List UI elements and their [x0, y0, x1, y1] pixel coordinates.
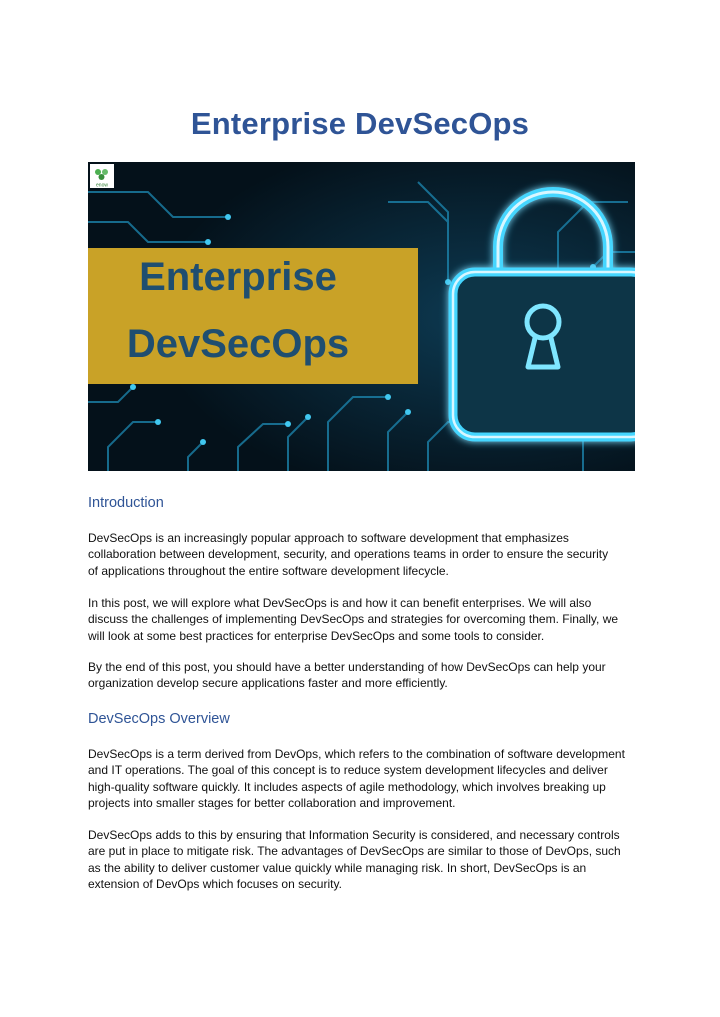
paragraph: DevSecOps adds to this by ensuring that Information Security is considered, and necessary controls are put in place to mitigate risk. The advantages of DevSecOps are similar to those of DevOps, such as the ability to deliver customer value quickly while managing risk. In short, DevSecOps is an extension of DevOps which focuses on security. [88, 828, 621, 892]
hero-image [88, 162, 635, 471]
hero-banner-line1: Enterprise [139, 255, 337, 299]
section-heading-introduction: Introduction [88, 495, 164, 511]
section-heading-overview: DevSecOps Overview [88, 711, 230, 727]
hero-illustration [88, 162, 635, 471]
paragraph: DevSecOps is an increasingly popular approach to software development that emphasizes collaboration between development, security, and operations teams in order to ensure the security of applications throughout the entire software development lifecycle. [88, 531, 609, 578]
paragraph: By the end of this post, you should have a better understanding of how DevSecOps can help your organization develop secure applications faster and more efficiently. [88, 660, 606, 691]
logo-text: enow [96, 182, 108, 189]
paragraph: In this post, we will explore what DevSecOps is and how it can benefit enterprises. We will also discuss the challenges of implementing DevSecOps and strategies for overcoming them. Finally, we will look at some best practices for enterprise DevSecOps and some tools to consider. [88, 596, 619, 643]
hero-banner-line2: DevSecOps [126, 322, 350, 366]
page-title: Enterprise DevSecOps [190, 106, 530, 141]
paragraph: DevSecOps is a term derived from DevOps, which refers to the combination of software development and IT operations. The goal of this concept is to reduce system development lifecycles and deliver high-quality software quickly. It includes aspects of agile methodology, which involves breaking up projects into smaller stages for better collaboration and improvement. [88, 747, 625, 811]
